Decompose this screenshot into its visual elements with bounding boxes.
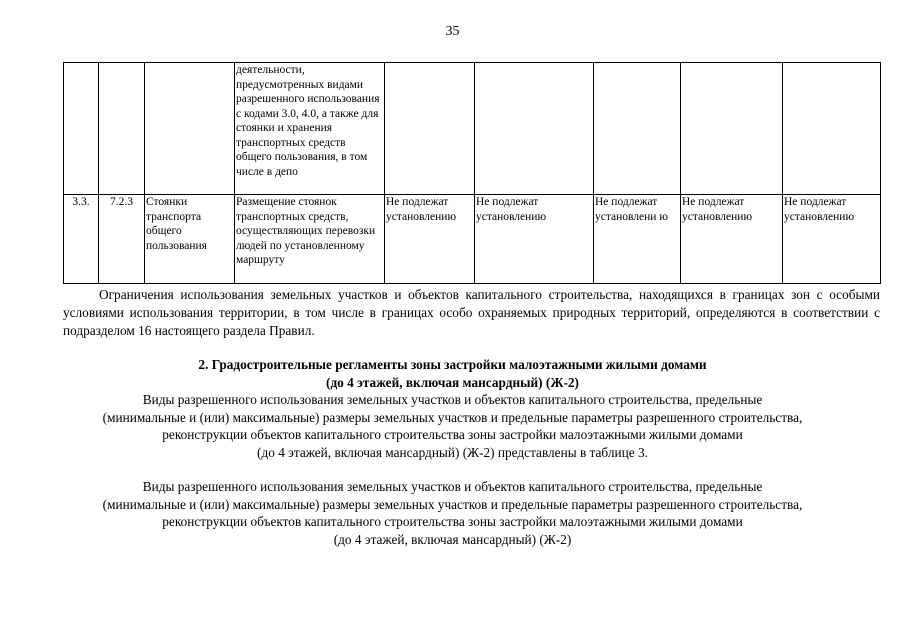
page-number: 35 bbox=[445, 24, 460, 39]
row-param: Не подлежат установлению bbox=[385, 195, 475, 284]
row-param: Не подлежат установлению bbox=[681, 195, 783, 284]
row-use-description: Размещение стоянок транспортных средств, осуществляющих перевозки людей по установленному маршруту bbox=[235, 195, 385, 284]
row-param bbox=[783, 63, 881, 195]
section-heading-line: (до 4 этажей, включая мансардный) (Ж-2) bbox=[326, 374, 579, 390]
row-number bbox=[64, 63, 99, 195]
row-param bbox=[385, 63, 475, 195]
table-row bbox=[64, 63, 881, 195]
intro-line: Виды разрешенного использования земельных участков и объектов капитального строительства, предельные bbox=[142, 392, 763, 407]
restrictions-paragraph bbox=[63, 286, 880, 340]
table-title-line: (до 4 этажей, включая мансардный) (Ж-2) bbox=[333, 531, 572, 547]
row-code bbox=[99, 63, 145, 195]
intro-line: (до 4 этажей, включая мансардный) (Ж-2) представлены в таблице 3. bbox=[257, 444, 648, 460]
row-use-name bbox=[145, 63, 235, 195]
intro-paragraph bbox=[40, 391, 865, 461]
row-param bbox=[681, 63, 783, 195]
restrictions-text: Ограничения использования земельных участков и объектов капитального строительства, находящихся в границах зон с особыми условиями использования территории, в том числе в границах особо охраняемых природных территорий, определяются в соответствии с подразделом 16 настоящего раздела Правил. bbox=[63, 287, 880, 338]
row-code: 7.2.3 bbox=[99, 195, 145, 284]
row-param bbox=[475, 63, 594, 195]
section-heading bbox=[40, 356, 865, 391]
table-title-line: (минимальные и (или) максимальные) размеры земельных участков и предельные параметры разрешенного строительства, bbox=[102, 496, 803, 512]
section-heading-line: 2. Градостроительные регламенты зоны застройки малоэтажными жилыми домами bbox=[198, 357, 707, 372]
row-param: Не подлежат установлени ю bbox=[594, 195, 681, 284]
table-row bbox=[64, 195, 881, 284]
intro-line: (минимальные и (или) максимальные) размеры земельных участков и предельные параметры разрешенного строительства, bbox=[102, 409, 803, 425]
intro-line: реконструкции объектов капитального строительства зоны застройки малоэтажными жилыми домами bbox=[162, 427, 743, 442]
row-number: 3.3. bbox=[64, 195, 99, 284]
row-use-description: деятельности, предусмотренных видами разрешенного использования с кодами 3.0, 4.0, а также для стоянки и хранения транспортных средств общего пользования, в том числе в депо bbox=[235, 63, 385, 195]
row-param bbox=[594, 63, 681, 195]
table-title-line: Виды разрешенного использования земельных участков и объектов капитального строительства, предельные bbox=[142, 479, 763, 494]
table-title bbox=[40, 478, 865, 548]
row-param: Не подлежат установлению bbox=[783, 195, 881, 284]
table-title-line: реконструкции объектов капитального строительства зоны застройки малоэтажными жилыми домами bbox=[162, 514, 743, 529]
regulations-table bbox=[63, 62, 881, 284]
row-use-name: Стоянки транспорта общего пользования bbox=[145, 195, 235, 284]
row-param: Не подлежат установлению bbox=[475, 195, 594, 284]
